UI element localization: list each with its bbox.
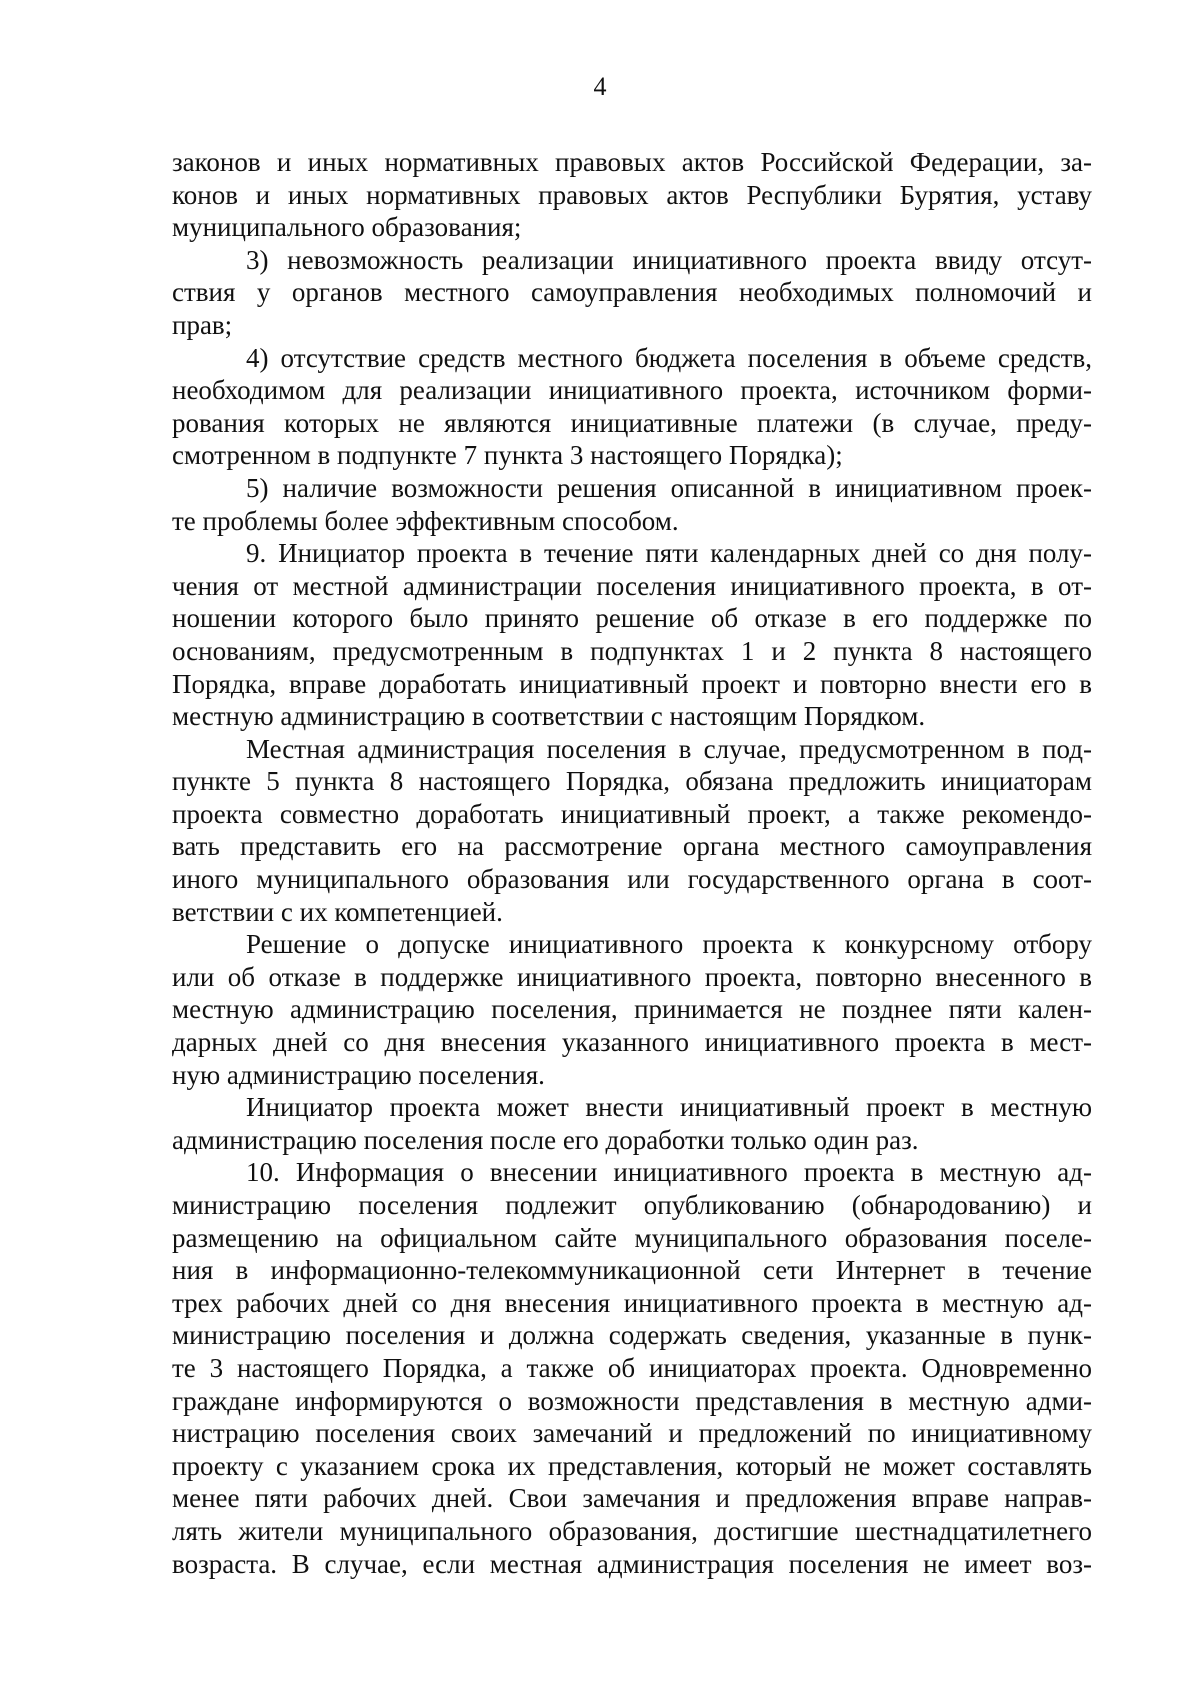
text-line: конов и иных нормативных правовых актов Республики Бурятия, уставу	[172, 179, 1092, 210]
document-body	[172, 146, 1092, 1580]
text-line: трех рабочих дней со дня внесения инициативного проекта в местную ад-	[172, 1287, 1092, 1318]
text-line: граждане информируются о возможности представления в местную адми-	[172, 1385, 1092, 1416]
text-line: иного муниципального образования или государственного органа в соот-	[172, 864, 1092, 895]
text-line: возраста. В случае, если местная администрация поселения не имеет воз-	[172, 1548, 1092, 1579]
text-line: необходимом для реализации инициативного проекта, источником форми-	[172, 375, 1092, 406]
text-line: ния в информационно-телекоммуникационной сети Интернет в течение	[172, 1255, 1092, 1286]
text-line: ствия у органов местного самоуправления необходимых полномочий и	[172, 277, 1092, 308]
text-line: законов и иных нормативных правовых актов Российской Федерации, за-	[172, 147, 1092, 177]
text-line: размещению на официальном сайте муниципального образования поселе-	[172, 1222, 1092, 1253]
text-line: или об отказе в поддержке инициативного проекта, повторно внесенного в	[172, 961, 1092, 992]
text-line: те проблемы более эффективным способом.	[172, 505, 679, 536]
text-line: основаниям, предусмотренным в подпунктах 1 и 2 пункта 8 настоящего	[172, 635, 1092, 666]
text-line: Местная администрация поселения в случае, предусмотренном в под-	[246, 733, 1092, 764]
text-line: проекта совместно доработать инициативный проект, а также рекомендо-	[172, 798, 1092, 829]
text-line: министрацию поселения и должна содержать сведения, указанные в пунк-	[172, 1320, 1092, 1351]
text-line: Инициатор проекта может внести инициативный проект в местную	[246, 1092, 1092, 1123]
text-line: менее пяти рабочих дней. Свои замечания и предложения вправе направ-	[172, 1483, 1092, 1514]
text-line: Решение о допуске инициативного проекта к конкурсному отбору	[246, 929, 1092, 960]
text-line: местную администрацию в соответствии с настоящим Порядком.	[172, 701, 926, 732]
text-line: чения от местной администрации поселения инициативного проекта, в от-	[172, 570, 1092, 601]
text-line: ветствии с их компетенцией.	[172, 896, 503, 927]
text-line: местную администрацию поселения, принимается не позднее пяти кален-	[172, 994, 1092, 1025]
text-line: администрацию поселения после его доработки только один раз.	[172, 1124, 919, 1155]
text-line: смотренном в подпункте 7 пункта 3 настоящего Порядка);	[172, 440, 843, 471]
text-line: вать представить его на рассмотрение органа местного самоуправления	[172, 831, 1092, 862]
page-number: 4	[593, 72, 607, 101]
text-line: 3) невозможность реализации инициативного проекта ввиду отсут-	[246, 244, 1092, 275]
text-line: министрацию поселения подлежит опубликованию (обнародованию) и	[172, 1190, 1092, 1220]
text-line: 5) наличие возможности решения описанной в инициативном проек-	[246, 472, 1092, 503]
text-line: 10. Информация о внесении инициативного проекта в местную ад-	[246, 1157, 1092, 1188]
text-line: муниципального образования;	[172, 212, 522, 243]
text-line: проекту с указанием срока их представления, который не может составлять	[172, 1450, 1092, 1481]
text-line: пункте 5 пункта 8 настоящего Порядка, обязана предложить инициаторам	[172, 766, 1092, 797]
text-line: рования которых не являются инициативные платежи (в случае, преду-	[172, 407, 1092, 438]
text-line: Порядка, вправе доработать инициативный проект и повторно внести его в	[172, 668, 1092, 699]
text-line: 9. Инициатор проекта в течение пяти календарных дней со дня полу-	[246, 538, 1092, 569]
text-line: дарных дней со дня внесения указанного инициативного проекта в мест-	[172, 1027, 1092, 1058]
text-line: нистрацию поселения своих замечаний и предложений по инициативному	[172, 1418, 1092, 1449]
text-line: 4) отсутствие средств местного бюджета поселения в объеме средств,	[246, 342, 1092, 373]
text-line: ную администрацию поселения.	[172, 1059, 545, 1090]
text-line: ношении которого было принято решение об отказе в его поддержке по	[172, 603, 1092, 634]
text-line: лять жители муниципального образования, достигшие шестнадцатилетнего	[172, 1515, 1092, 1546]
text-line: те 3 настоящего Порядка, а также об инициаторах проекта. Одновременно	[172, 1352, 1092, 1383]
text-line: прав;	[172, 309, 233, 340]
